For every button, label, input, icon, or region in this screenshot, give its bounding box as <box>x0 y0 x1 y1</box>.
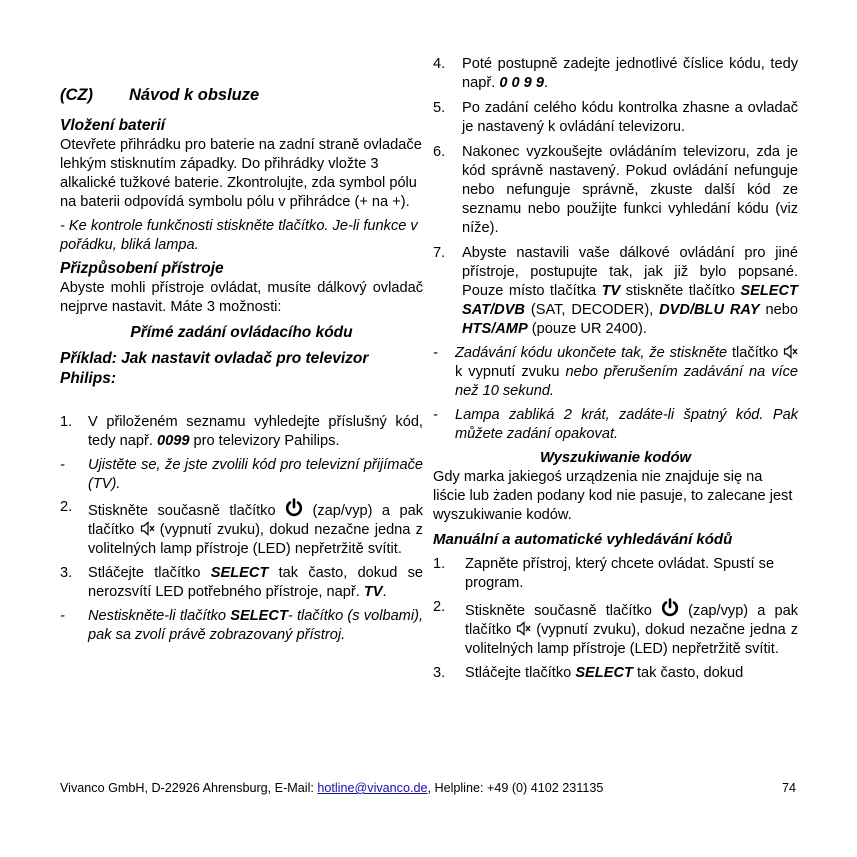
direct-entry-heading: Přímé zadání ovládacího kódu <box>130 324 353 341</box>
step-7 <box>433 244 798 339</box>
step-number: 2. <box>433 599 446 615</box>
search-step-1 <box>433 555 798 593</box>
step-text: Po zadání celého kódu kontrolka zhasne a ovladač je nastavený k ovládání televizoru. <box>462 100 798 135</box>
step-4 <box>433 55 798 93</box>
step-text: V přiloženém seznamu vyhledejte příslušný kód, tedy např. 0099 pro televizory Pahilips. <box>88 414 423 449</box>
step-5 <box>433 99 798 137</box>
dvd-key: DVD/BLU RAY <box>659 302 760 318</box>
step-number: 2. <box>60 499 73 515</box>
hts-key: HTS/AMP <box>462 321 528 337</box>
step-6 <box>433 143 798 238</box>
note-1: - Ujistěte se, že jste zvolili kód pro televizní přijímače (TV). <box>60 457 423 492</box>
page-number: 74 <box>782 781 797 795</box>
step-text: Zapněte přístroj, který chcete ovládat. Spustí se program. <box>465 556 775 591</box>
step-text: Stiskněte současně tlačítko (zap/vyp) a pak tlačítko (vypnutí zvuku), dokud nezačne jedna z volitelných lamp přístroje (LED) nepřetržitě svítit. <box>88 498 423 559</box>
step-number: 3. <box>60 565 73 581</box>
code-value: 0 0 9 9 <box>499 75 544 91</box>
footer <box>60 780 603 796</box>
note-2: - Nestiskněte-li tlačítko SELECT- tlačítko (s volbami), pak sa zvolí právě zobrazovaný přístroj. <box>60 608 423 643</box>
note-4: - Lampa zabliká 2 krát, zadáte-li špatný kód. Pak můžete zadání opakovat. <box>433 407 798 442</box>
polish-heading: Wyszukiwanie kodów <box>539 450 692 466</box>
step-number: 6. <box>433 144 446 160</box>
mute-icon <box>516 621 531 636</box>
step-number: 4. <box>433 56 446 72</box>
step-text: Poté postupně zadejte jednotlivé číslice kódu, tedy např. 0 0 9 9. <box>462 56 798 91</box>
step-number: 5. <box>433 100 446 116</box>
adapt-heading: Přizpůsobení přístroje <box>60 260 224 277</box>
search-step-2 <box>433 598 798 659</box>
code-value: 0099 <box>156 433 190 449</box>
step-2 <box>60 498 423 559</box>
step-text: Stiskněte současně tlačítko (zap/vyp) a pak tlačítko (vypnutí zvuku), dokud nezačne jedna z volitelných lamp přístroje (LED) nepřetržitě svítit. <box>465 598 798 659</box>
footer-helpline: , Helpline: +49 (0) 4102 231135 <box>427 781 604 795</box>
search-heading: Manuální a automatické vyhledávání kódů <box>433 531 733 548</box>
batteries-heading: Vložení baterií <box>60 117 166 134</box>
mute-icon <box>783 344 798 359</box>
mute-icon <box>140 521 155 536</box>
step-text: Stláčejte tlačítko SELECT tak často, dokud se nerozsvítí LED potřebného přístroje, např. TV. <box>88 565 424 600</box>
step-1 <box>60 413 423 451</box>
search-step-3 <box>433 664 798 683</box>
select-key: SELECT <box>210 565 269 581</box>
adapt-text: Abyste mohli přístroje ovládat, musíte dálkový ovladač nejprve nastavit. Máte 3 možnosti: <box>60 280 423 315</box>
step-number: 1. <box>433 556 446 572</box>
step-number: 1. <box>60 414 73 430</box>
step-number: 3. <box>433 665 446 681</box>
footer-company: Vivanco GmbH, D-22926 Ahrensburg, E-Mail: <box>60 781 314 795</box>
left-column <box>60 55 423 645</box>
step-text: Nakonec vyzkoušejte ovládáním televizoru, zda je kód správně nastavený. Pokud ovládání nefunguje nebo nefunguje správně, zkuste další kód ze seznamu nebo použijte funkci vyhledání kódu (viz níže). <box>462 144 798 236</box>
step-3 <box>60 564 423 602</box>
right-column <box>433 55 798 683</box>
power-icon <box>661 598 679 617</box>
note-3: - Zadávání kódu ukončete tak, že stiskněte tlačítko k vypnutí zvuku nebo přerušením zadávání na více než 10 sekund. <box>433 345 798 399</box>
email-link[interactable]: hotline@vivanco.de <box>317 781 428 795</box>
select-key: SELECT <box>230 608 288 624</box>
power-icon <box>285 498 303 517</box>
batteries-note: - Ke kontrole funkčnosti stiskněte tlačítko. Je-li funkce v pořádku, bliká lampa. <box>60 218 418 253</box>
polish-text: Gdy marka jakiegoś urządzenia nie znajduje się na liście lub żaden podany kod nie pasuje, to zalecane jest wyszukiwanie kodów. <box>433 469 793 523</box>
example-heading: Příklad: Jak nastavit ovladač pro televizor Philips: <box>60 350 369 387</box>
select-key: SELECT <box>575 665 633 681</box>
step-number: 7. <box>433 245 446 261</box>
sat-dvb-key: SELECT SAT/DVB <box>462 283 798 318</box>
step-text: Stláčejte tlačítko SELECT tak často, dokud <box>465 665 744 681</box>
title-code: (CZ) <box>60 86 93 104</box>
title-text: Návod k obsluze <box>128 86 260 104</box>
page-title <box>60 84 423 106</box>
tv-key: TV <box>363 584 383 600</box>
tv-key: TV <box>601 283 621 299</box>
batteries-text: Otevřete přihrádku pro baterie na zadní straně ovladače lehkým stisknutím západky. Do přihrádky vložte 3 alkalické tužkové baterie. Zkontrolujte, zda symbol pólu na baterii odpovídá symbolu pólu v přihrádce (+ na +). <box>60 137 422 210</box>
step-text: Abyste nastavili vaše dálkové ovládání pro jiné přístroje, postupujte tak, jak již bylo popsané. Pouze místo tlačítka TV stiskněte tlačítko SELECT SAT/DVB (SAT, DECODER), DVD/BLU RAY nebo HTS/AMP (pouze UR 2400). <box>462 245 798 337</box>
